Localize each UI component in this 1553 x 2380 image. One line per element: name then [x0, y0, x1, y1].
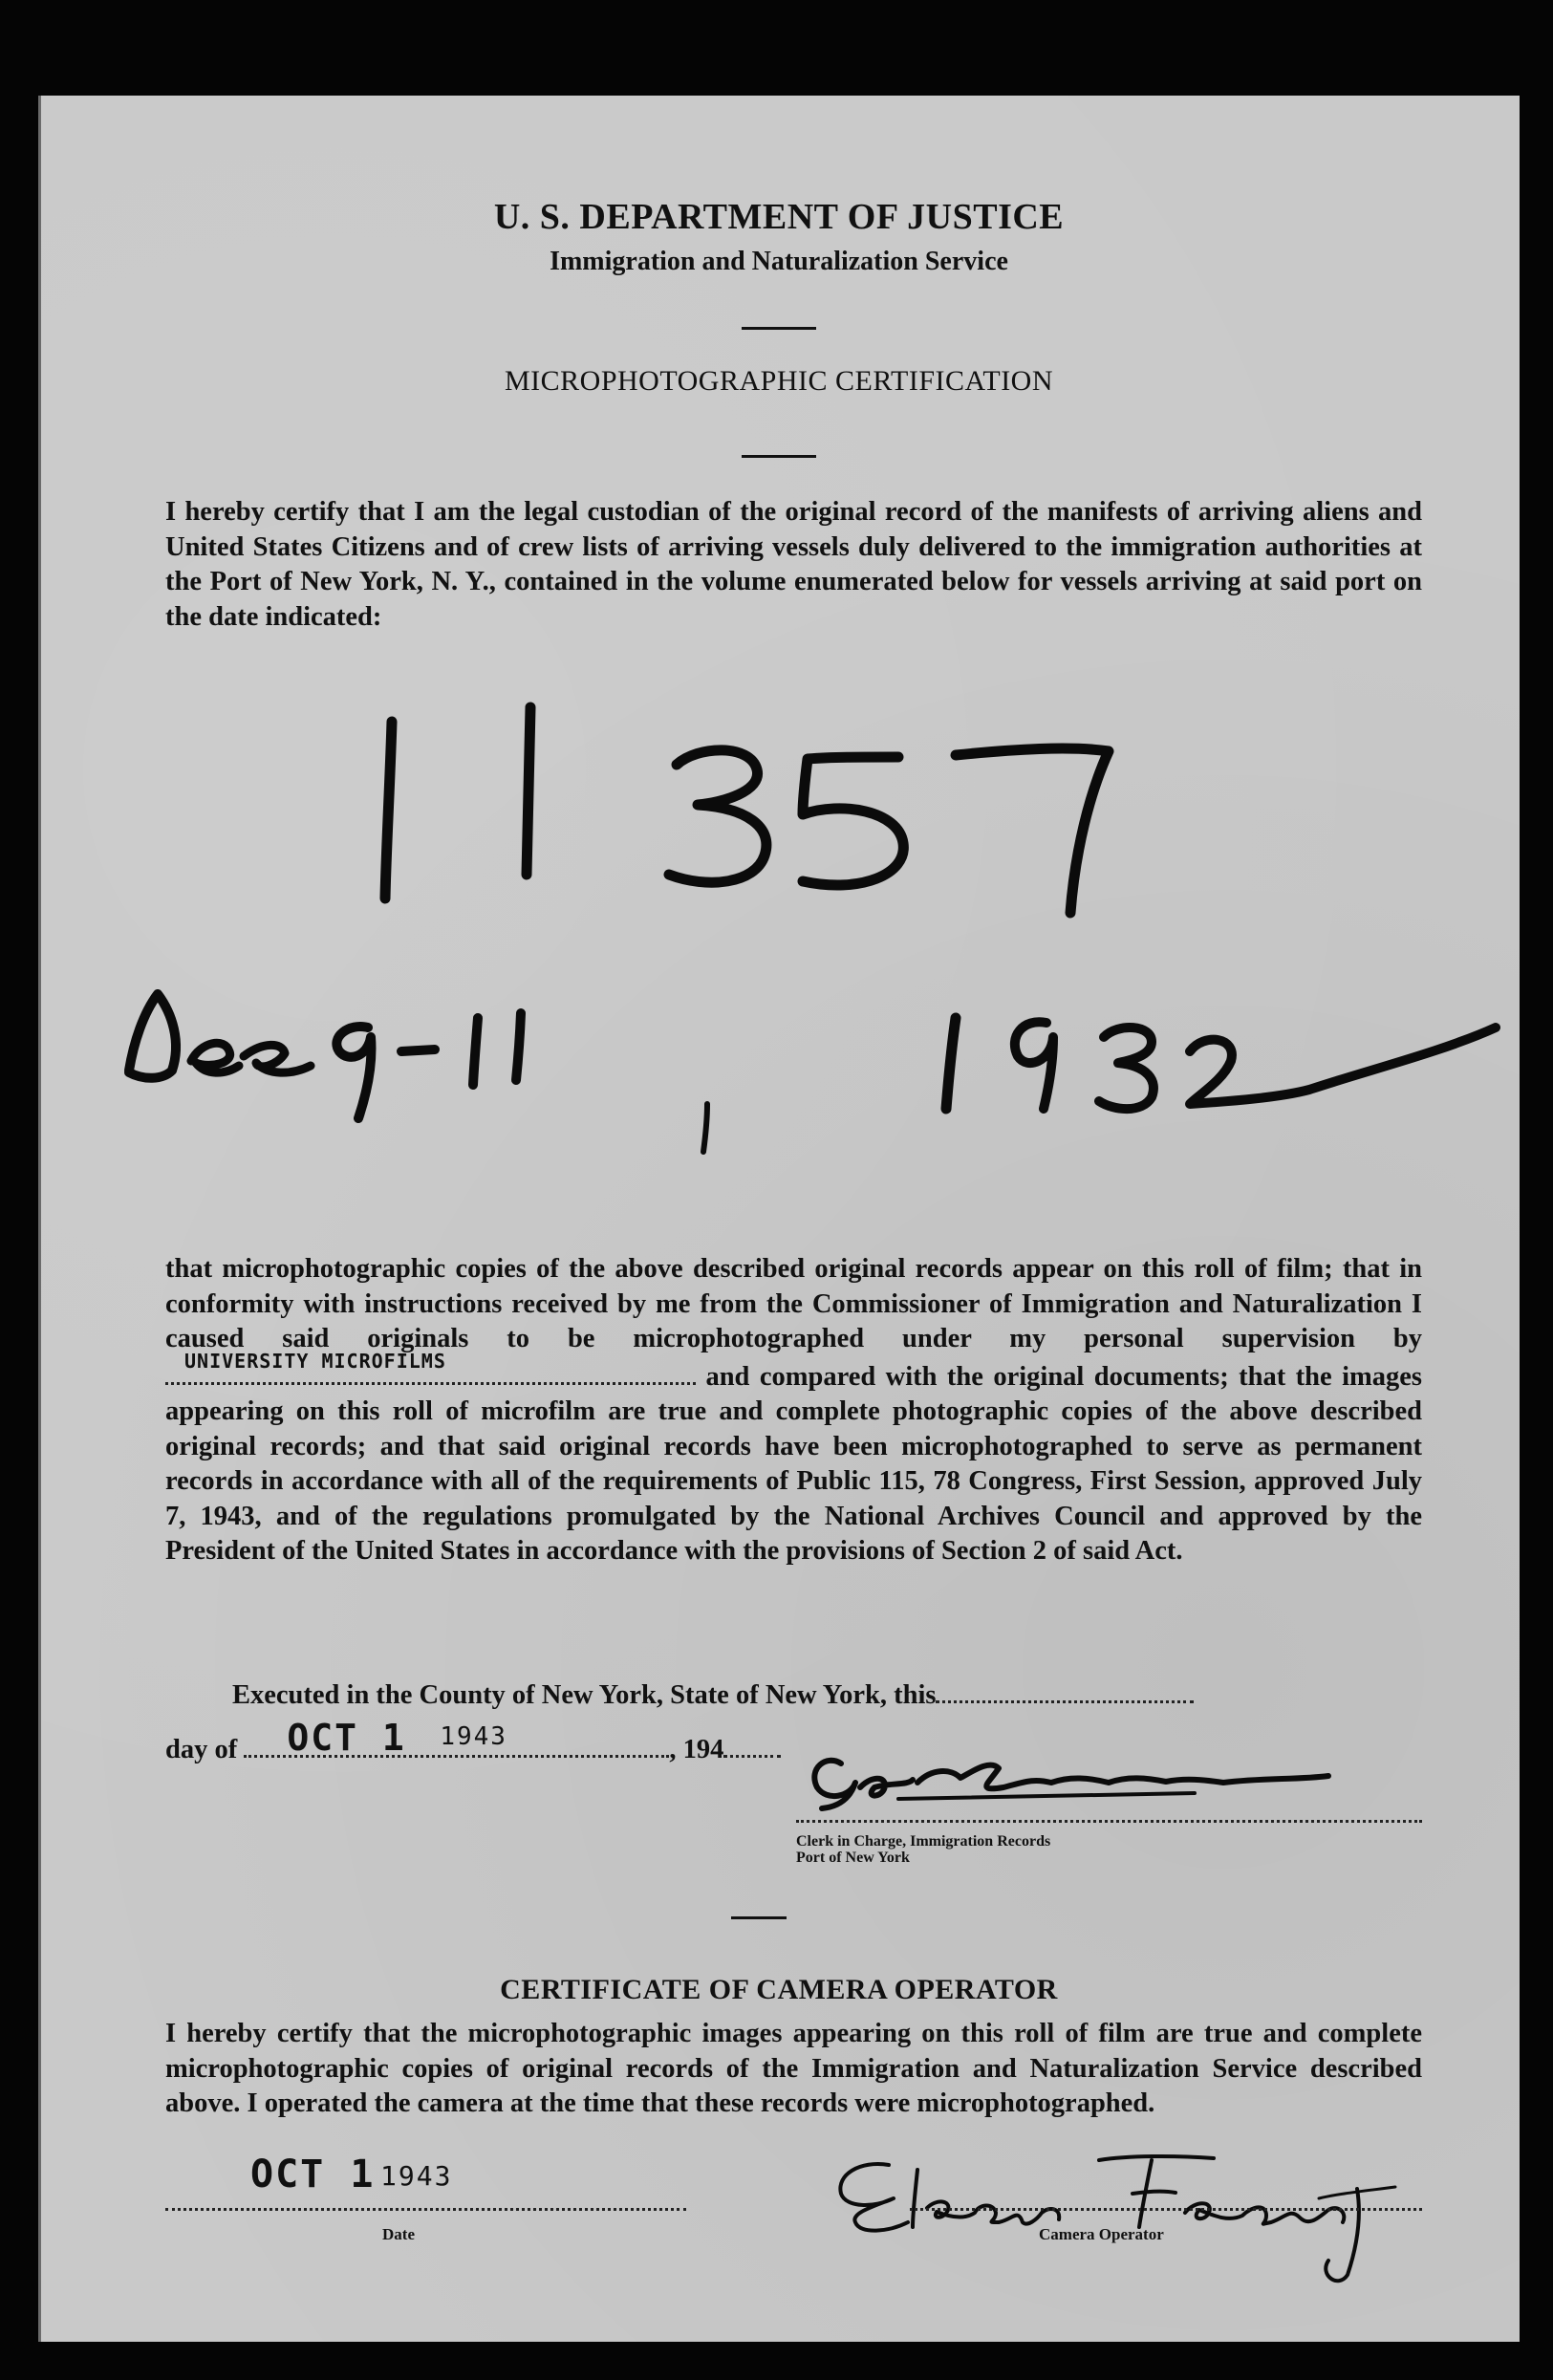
service-subtitle: Immigration and Naturalization Service: [550, 247, 1008, 276]
year-blank: [723, 1736, 781, 1758]
certificate-page: [38, 96, 1520, 2342]
microfilm-paragraph-text: that microphotographic copies of the above described original records appear on this roll of film; that in conformity with instructions received by me from the Commissioner of Immigration and Naturalization I caused said originals to be microphotographed under my personal supervision by: [165, 1254, 1422, 1353]
clerk-signature-line: [796, 1820, 1422, 1823]
department-title: U. S. DEPARTMENT OF JUSTICE: [493, 197, 1065, 237]
year-prefix: , 194: [669, 1735, 724, 1764]
executed-blank: [936, 1681, 1194, 1703]
handwritten-volume-number: [385, 707, 1109, 913]
camera-operator-label: Camera Operator: [1039, 2225, 1164, 2243]
stamped-year: 1943: [440, 1722, 507, 1751]
microfilm-paragraph: [165, 1252, 1422, 1569]
clerk-location: Port of New York: [796, 1850, 910, 1866]
date-line: [165, 2208, 686, 2211]
executed-line: [232, 1680, 1422, 1711]
day-of-blank: [244, 1717, 669, 1759]
certification-paragraph: I hereby certify that I am the legal custodian of the original record of the manifests of arriving aliens and United States Citizens and of crew lists of arriving vessels duly delivered to the immigration authorities at the Port of New York, N. Y., contained in the volume enumerated below for vessels arriving at said port on the date indicated:: [165, 497, 1422, 632]
date-label: Date: [382, 2225, 415, 2243]
clerk-title: Clerk in Charge, Immigration Records: [796, 1833, 1051, 1850]
handwritten-date: [129, 994, 1496, 1152]
camera-certificate-title: CERTIFICATE OF CAMERA OPERATOR: [500, 1974, 1058, 2005]
camera-certificate-paragraph: I hereby certify that the microphotographic images appearing on this roll of film are true and complete microphotographic copies of original records of the Immigration and Naturalization Service described above. I operated the camera at the time that these records were microphotographed.: [165, 2019, 1422, 2118]
operator-stamped-year: 1943: [380, 2160, 453, 2192]
operator-signature-line: [910, 2208, 1422, 2211]
microfilm-paragraph-continuation: and compared with the original documents; that the images appearing on this roll of microfilm are true and complete photographic copies of the above described original records; and that said original records have been microphotographed to serve as permanent records in accordance with all of the requirements of Public 115, 78 Congress, First Session, approved July 7, 1943, and of the regulations promulgated by the National Archives Council and approved by the President of the United States in accordance with the provisions of Section 2 of said Act.: [165, 1361, 1422, 1566]
executed-text: Executed in the County of New York, State of New York, this: [232, 1680, 937, 1710]
supervisor-blank: [165, 1349, 696, 1385]
day-of-line: [165, 1717, 781, 1765]
certification-title: MICROPHOTOGRAPHIC CERTIFICATION: [504, 365, 1054, 397]
operator-signature: [784, 2131, 1434, 2304]
operator-stamped-date: OCT 1: [250, 2153, 376, 2196]
divider-rule: [731, 1916, 787, 1919]
clerk-caption: [796, 1833, 1050, 1866]
day-of-label: day of: [165, 1735, 238, 1764]
stamped-date: OCT 1: [287, 1717, 406, 1759]
typed-company-name: UNIVERSITY MICROFILMS: [184, 1349, 446, 1373]
clerk-signature: [784, 1730, 1357, 1826]
